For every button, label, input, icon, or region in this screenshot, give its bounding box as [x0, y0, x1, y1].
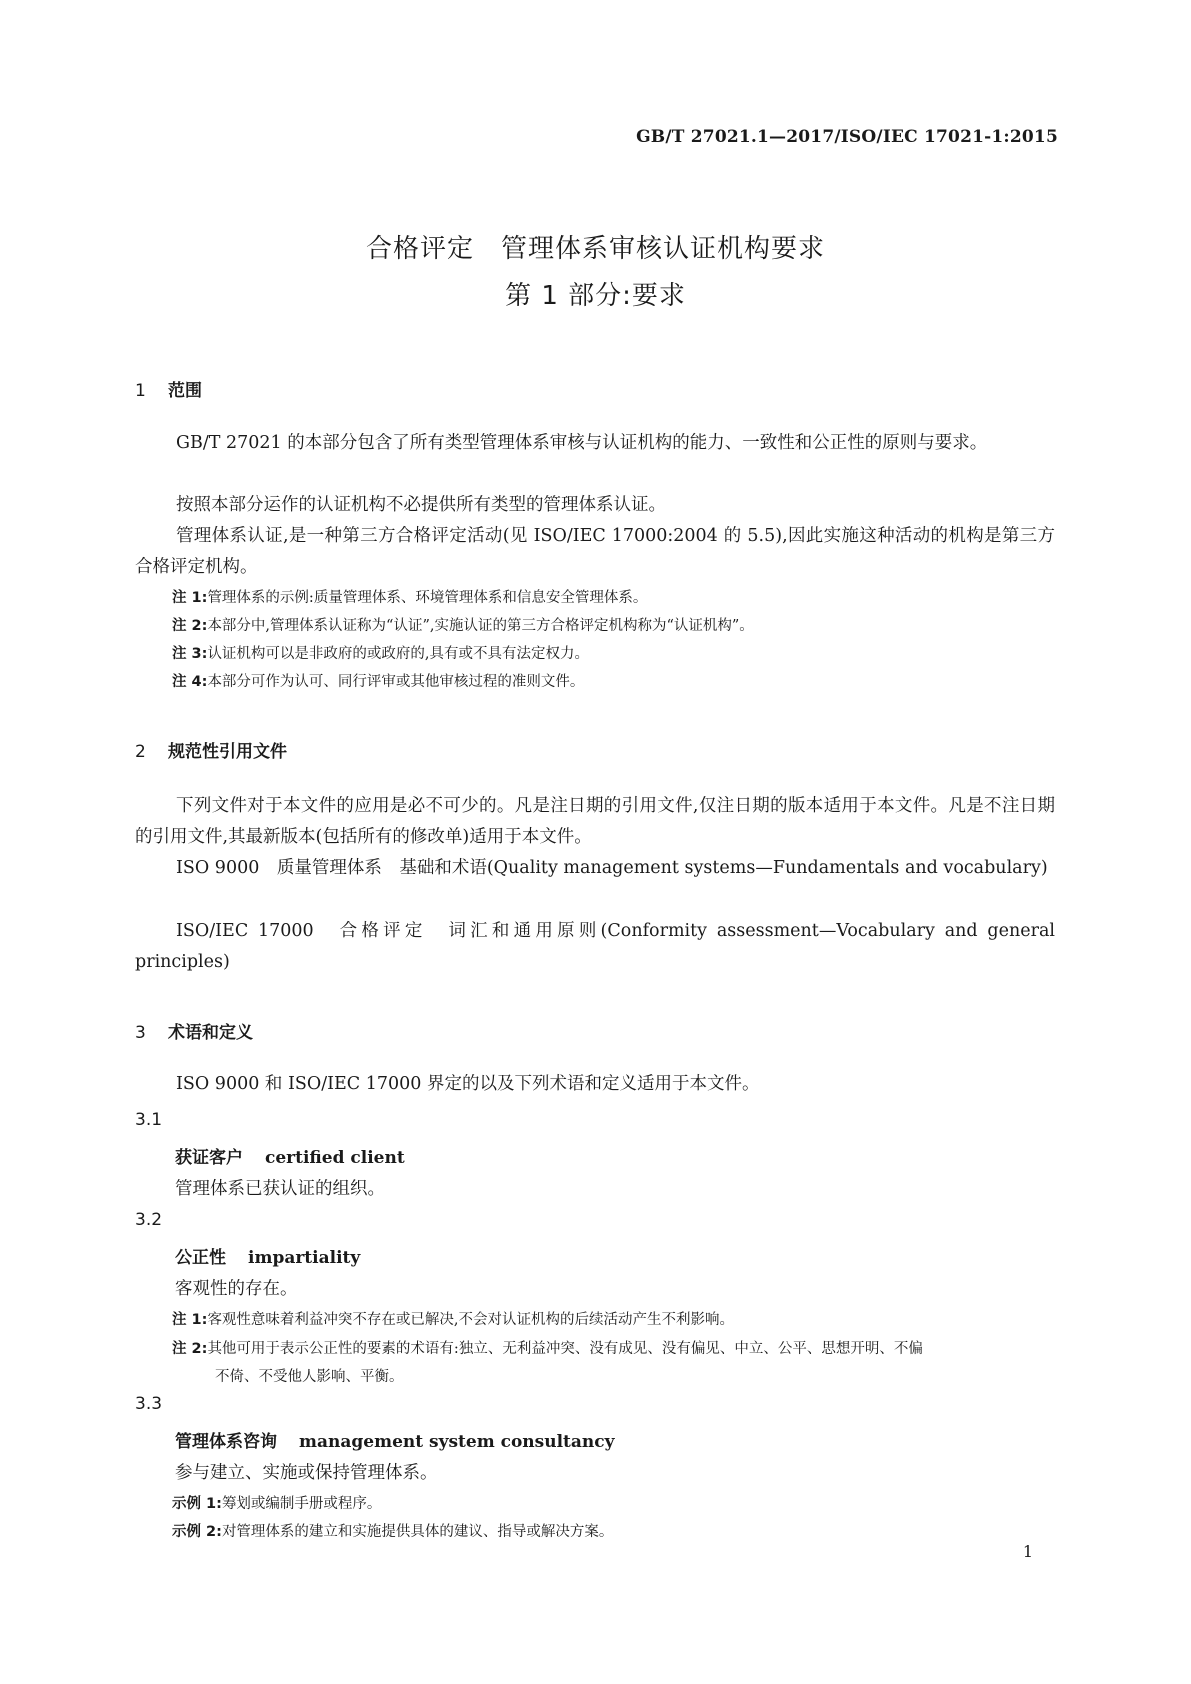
- standard-code-header: GB/T 27021.1—2017/ISO/IEC 17021-1:2015: [636, 127, 1058, 147]
- example: [172, 1519, 613, 1545]
- term-heading: [175, 1427, 615, 1452]
- example-label: 示例 2:: [172, 1524, 222, 1540]
- note: [172, 1335, 1052, 1391]
- section-number: 3: [135, 1023, 146, 1043]
- section-number: 1: [135, 381, 146, 401]
- term-zh: 管理体系咨询: [175, 1432, 277, 1452]
- term-definition: 参与建立、实施或保持管理体系。: [175, 1463, 438, 1483]
- paragraph: GB/T 27021 的本部分包含了所有类型管理体系审核与认证机构的能力、一致性和公正性的原则与要求。: [176, 433, 988, 453]
- note: [172, 1307, 734, 1333]
- term-definition: 管理体系已获认证的组织。: [175, 1179, 385, 1199]
- note: [172, 585, 647, 611]
- note: [172, 613, 754, 639]
- term-number: 3.2: [135, 1210, 163, 1230]
- note-text: 认证机构可以是非政府的或政府的,具有或不具有法定权力。: [207, 646, 590, 662]
- section-heading-terms-definitions: [135, 1018, 253, 1043]
- note-label: 注 4:: [172, 674, 208, 690]
- section-title: 规范性引用文件: [168, 742, 287, 762]
- term-definition: 客观性的存在。: [175, 1279, 298, 1299]
- example-text: 对管理体系的建立和实施提供具体的建议、指导或解决方案。: [221, 1524, 614, 1540]
- term-en: certified client: [265, 1148, 405, 1168]
- note-text: 本部分中,管理体系认证称为“认证”,实施认证的第三方合格评定机构称为“认证机构”。: [207, 618, 754, 634]
- note-label: 注 2:: [172, 618, 208, 634]
- term-zh: 公正性: [175, 1248, 226, 1268]
- example-label: 示例 1:: [172, 1496, 222, 1512]
- term-number: 3.1: [135, 1110, 163, 1130]
- term-en: impartiality: [248, 1248, 361, 1268]
- section-number: 2: [135, 742, 146, 762]
- note: [172, 669, 584, 695]
- section-title: 术语和定义: [168, 1023, 253, 1043]
- reference-entry: ISO/IEC 17000 合格评定 词汇和通用原则(Conformity assessment—Vocabulary and general principles): [135, 921, 1055, 972]
- note-text: 本部分可作为认可、同行评审或其他审核过程的准则文件。: [207, 674, 585, 690]
- example-text: 筹划或编制手册或程序。: [221, 1496, 382, 1512]
- term-number: 3.3: [135, 1394, 163, 1414]
- example: [172, 1491, 381, 1517]
- section-heading-scope: [135, 376, 202, 401]
- document-subtitle: 第 1 部分:要求: [505, 281, 686, 311]
- note: [172, 641, 589, 667]
- note-label: 注 1:: [172, 590, 208, 606]
- document-title: 合格评定 管理体系审核认证机构要求: [365, 234, 825, 264]
- reference-entry: ISO 9000 质量管理体系 基础和术语(Quality management systems—Fundamentals and vocabulary): [176, 858, 1048, 878]
- term-heading: [175, 1143, 405, 1168]
- note-text: 客观性意味着利益冲突不存在或已解决,不会对认证机构的后续活动产生不利影响。: [207, 1312, 735, 1328]
- note-text: 其他可用于表示公正性的要素的术语有:独立、无利益冲突、没有成见、没有偏见、中立、公平、思想开明、不偏: [207, 1341, 923, 1357]
- section-title: 范围: [168, 381, 202, 401]
- paragraph: 按照本部分运作的认证机构不必提供所有类型的管理体系认证。: [176, 495, 666, 515]
- note-label: 注 1:: [172, 1312, 208, 1328]
- note-label: 注 2:: [172, 1341, 208, 1357]
- note-label: 注 3:: [172, 646, 208, 662]
- term-zh: 获证客户: [175, 1148, 243, 1168]
- section-heading-normative-references: [135, 737, 287, 762]
- note-text: 管理体系的示例:质量管理体系、环境管理体系和信息安全管理体系。: [207, 590, 648, 606]
- note-text-continued: 不倚、不受他人影响、平衡。: [215, 1369, 404, 1385]
- paragraph: 管理体系认证,是一种第三方合格评定活动(见 ISO/IEC 17000:2004 的 5.5),因此实施这种活动的机构是第三方合格评定机构。: [135, 526, 1055, 577]
- paragraph: ISO 9000 和 ISO/IEC 17000 界定的以及下列术语和定义适用于本文件。: [176, 1074, 760, 1094]
- term-en: management system consultancy: [299, 1432, 615, 1452]
- page-number: 1: [1022, 1542, 1033, 1561]
- paragraph: 下列文件对于本文件的应用是必不可少的。凡是注日期的引用文件,仅注日期的版本适用于本文件。凡是不注日期的引用文件,其最新版本(包括所有的修改单)适用于本文件。: [135, 796, 1055, 847]
- term-heading: [175, 1243, 360, 1268]
